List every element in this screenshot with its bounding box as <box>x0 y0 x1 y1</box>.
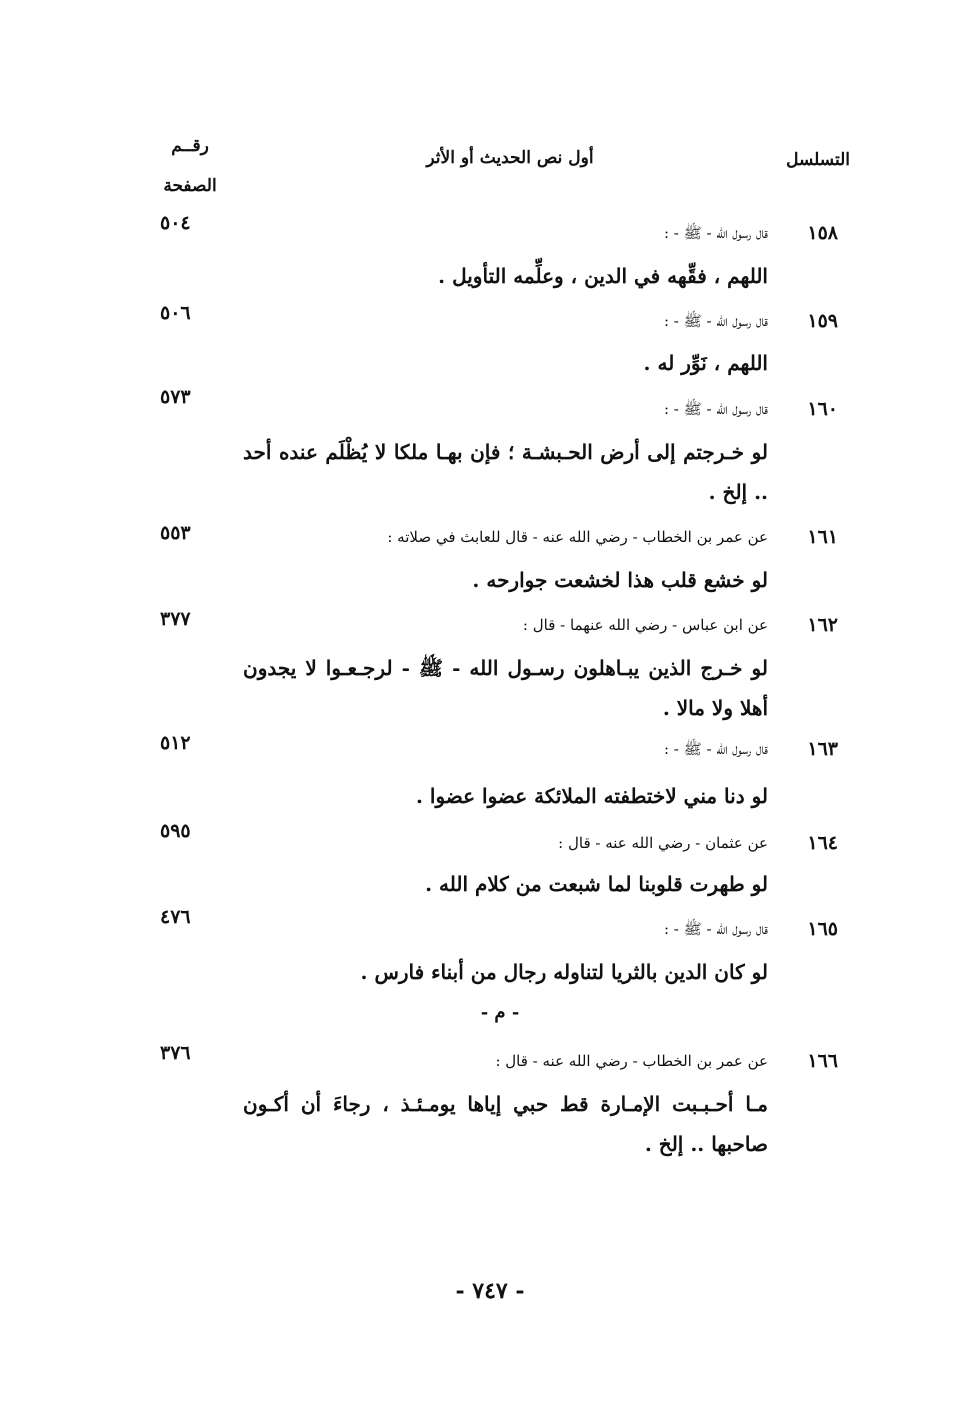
entry-text: اللهم ، نَوِّر له . <box>643 351 768 375</box>
entry-page: ٥٠٤ <box>160 212 191 234</box>
page-number-footer: - ٧٤٧ - <box>455 1278 525 1304</box>
entry-number: ١٦٤ <box>807 832 838 854</box>
section-letter: - م - <box>480 1002 520 1023</box>
entry-number: ١٦١ <box>807 526 838 548</box>
entry-intro: قال رسول الله - ﷺ - : <box>663 740 768 758</box>
entry-intro: عن عمر بن الخطاب - رضي الله عنه - قال للعابث في صلاته : <box>387 528 768 546</box>
entry-text: لو خشع قلب هذا لخشعت جوارحه . <box>472 568 768 592</box>
entry-page: ٥٥٣ <box>160 522 191 544</box>
entry-page: ٥٧٣ <box>160 386 191 408</box>
entry-text: لو خـرجتم إلى أرض الحـبشـة ؛ فإن بهـا ملكا لا يُظْلَم عنده أحد .. إلخ . <box>243 440 768 504</box>
entry-page: ٣٧٦ <box>160 1042 191 1064</box>
entry-intro: قال رسول الله - ﷺ - : <box>663 400 768 418</box>
entry-text: لو دنا مني لاختطفته الملائكة عضوا عضوا . <box>415 784 768 808</box>
entry-intro: قال رسول الله - ﷺ - : <box>663 312 768 330</box>
entry-number: ١٦٦ <box>807 1050 838 1072</box>
header-page-line1: رقــم <box>171 136 209 156</box>
entry-intro: عن ابن عباس - رضي الله عنهما - قال : <box>522 616 768 634</box>
entry-text: لو كان الدين بالثريا لتناوله رجال من أبناء فارس . <box>360 960 768 984</box>
entry-number: ١٦٠ <box>807 398 838 420</box>
entry-intro: عن عمر بن الخطاب - رضي الله عنه - قال : <box>495 1052 768 1070</box>
entry-number: ١٦٢ <box>807 614 838 636</box>
entry-page: ٤٧٦ <box>160 906 191 928</box>
entry-text: لو خـرج الذين يبـاهلون رسـول الله - ﷺ - لرجـعـوا لا يجدون أهلا ولا مالا . <box>243 656 768 720</box>
entry-number: ١٥٩ <box>807 310 838 332</box>
entry-page: ٥٠٦ <box>160 302 191 324</box>
entry-number: ١٥٨ <box>807 222 838 244</box>
entry-text: مـا أحـبـبت الإمـارة قط حبي إياها يومـئـذ ، رجاءَ أن أكـون صاحبها .. إلخ . <box>243 1092 768 1156</box>
entry-page: ٣٧٧ <box>160 608 191 630</box>
entry-text: لو طهرت قلوبنا لما شبعت من كلام الله . <box>425 872 768 896</box>
header-sequence: التسلسل <box>786 150 850 170</box>
entry-page: ٥٩٥ <box>160 820 191 842</box>
entry-number: ١٦٥ <box>807 918 838 940</box>
entry-intro: قال رسول الله - ﷺ - : <box>663 224 768 242</box>
entry-intro: عن عثمان - رضي الله عنه - قال : <box>558 834 768 852</box>
entry-number: ١٦٣ <box>807 738 838 760</box>
entry-intro: قال رسول الله - ﷺ - : <box>663 920 768 938</box>
header-text: أول نص الحديث أو الأثر <box>426 148 594 168</box>
header-page-line2: الصفحة <box>163 176 217 196</box>
header-page-number <box>150 126 230 206</box>
entry-page: ٥١٢ <box>160 732 191 754</box>
entry-text: اللهم ، فقِّهه في الدين ، وعلِّمه التأويل . <box>438 264 768 288</box>
